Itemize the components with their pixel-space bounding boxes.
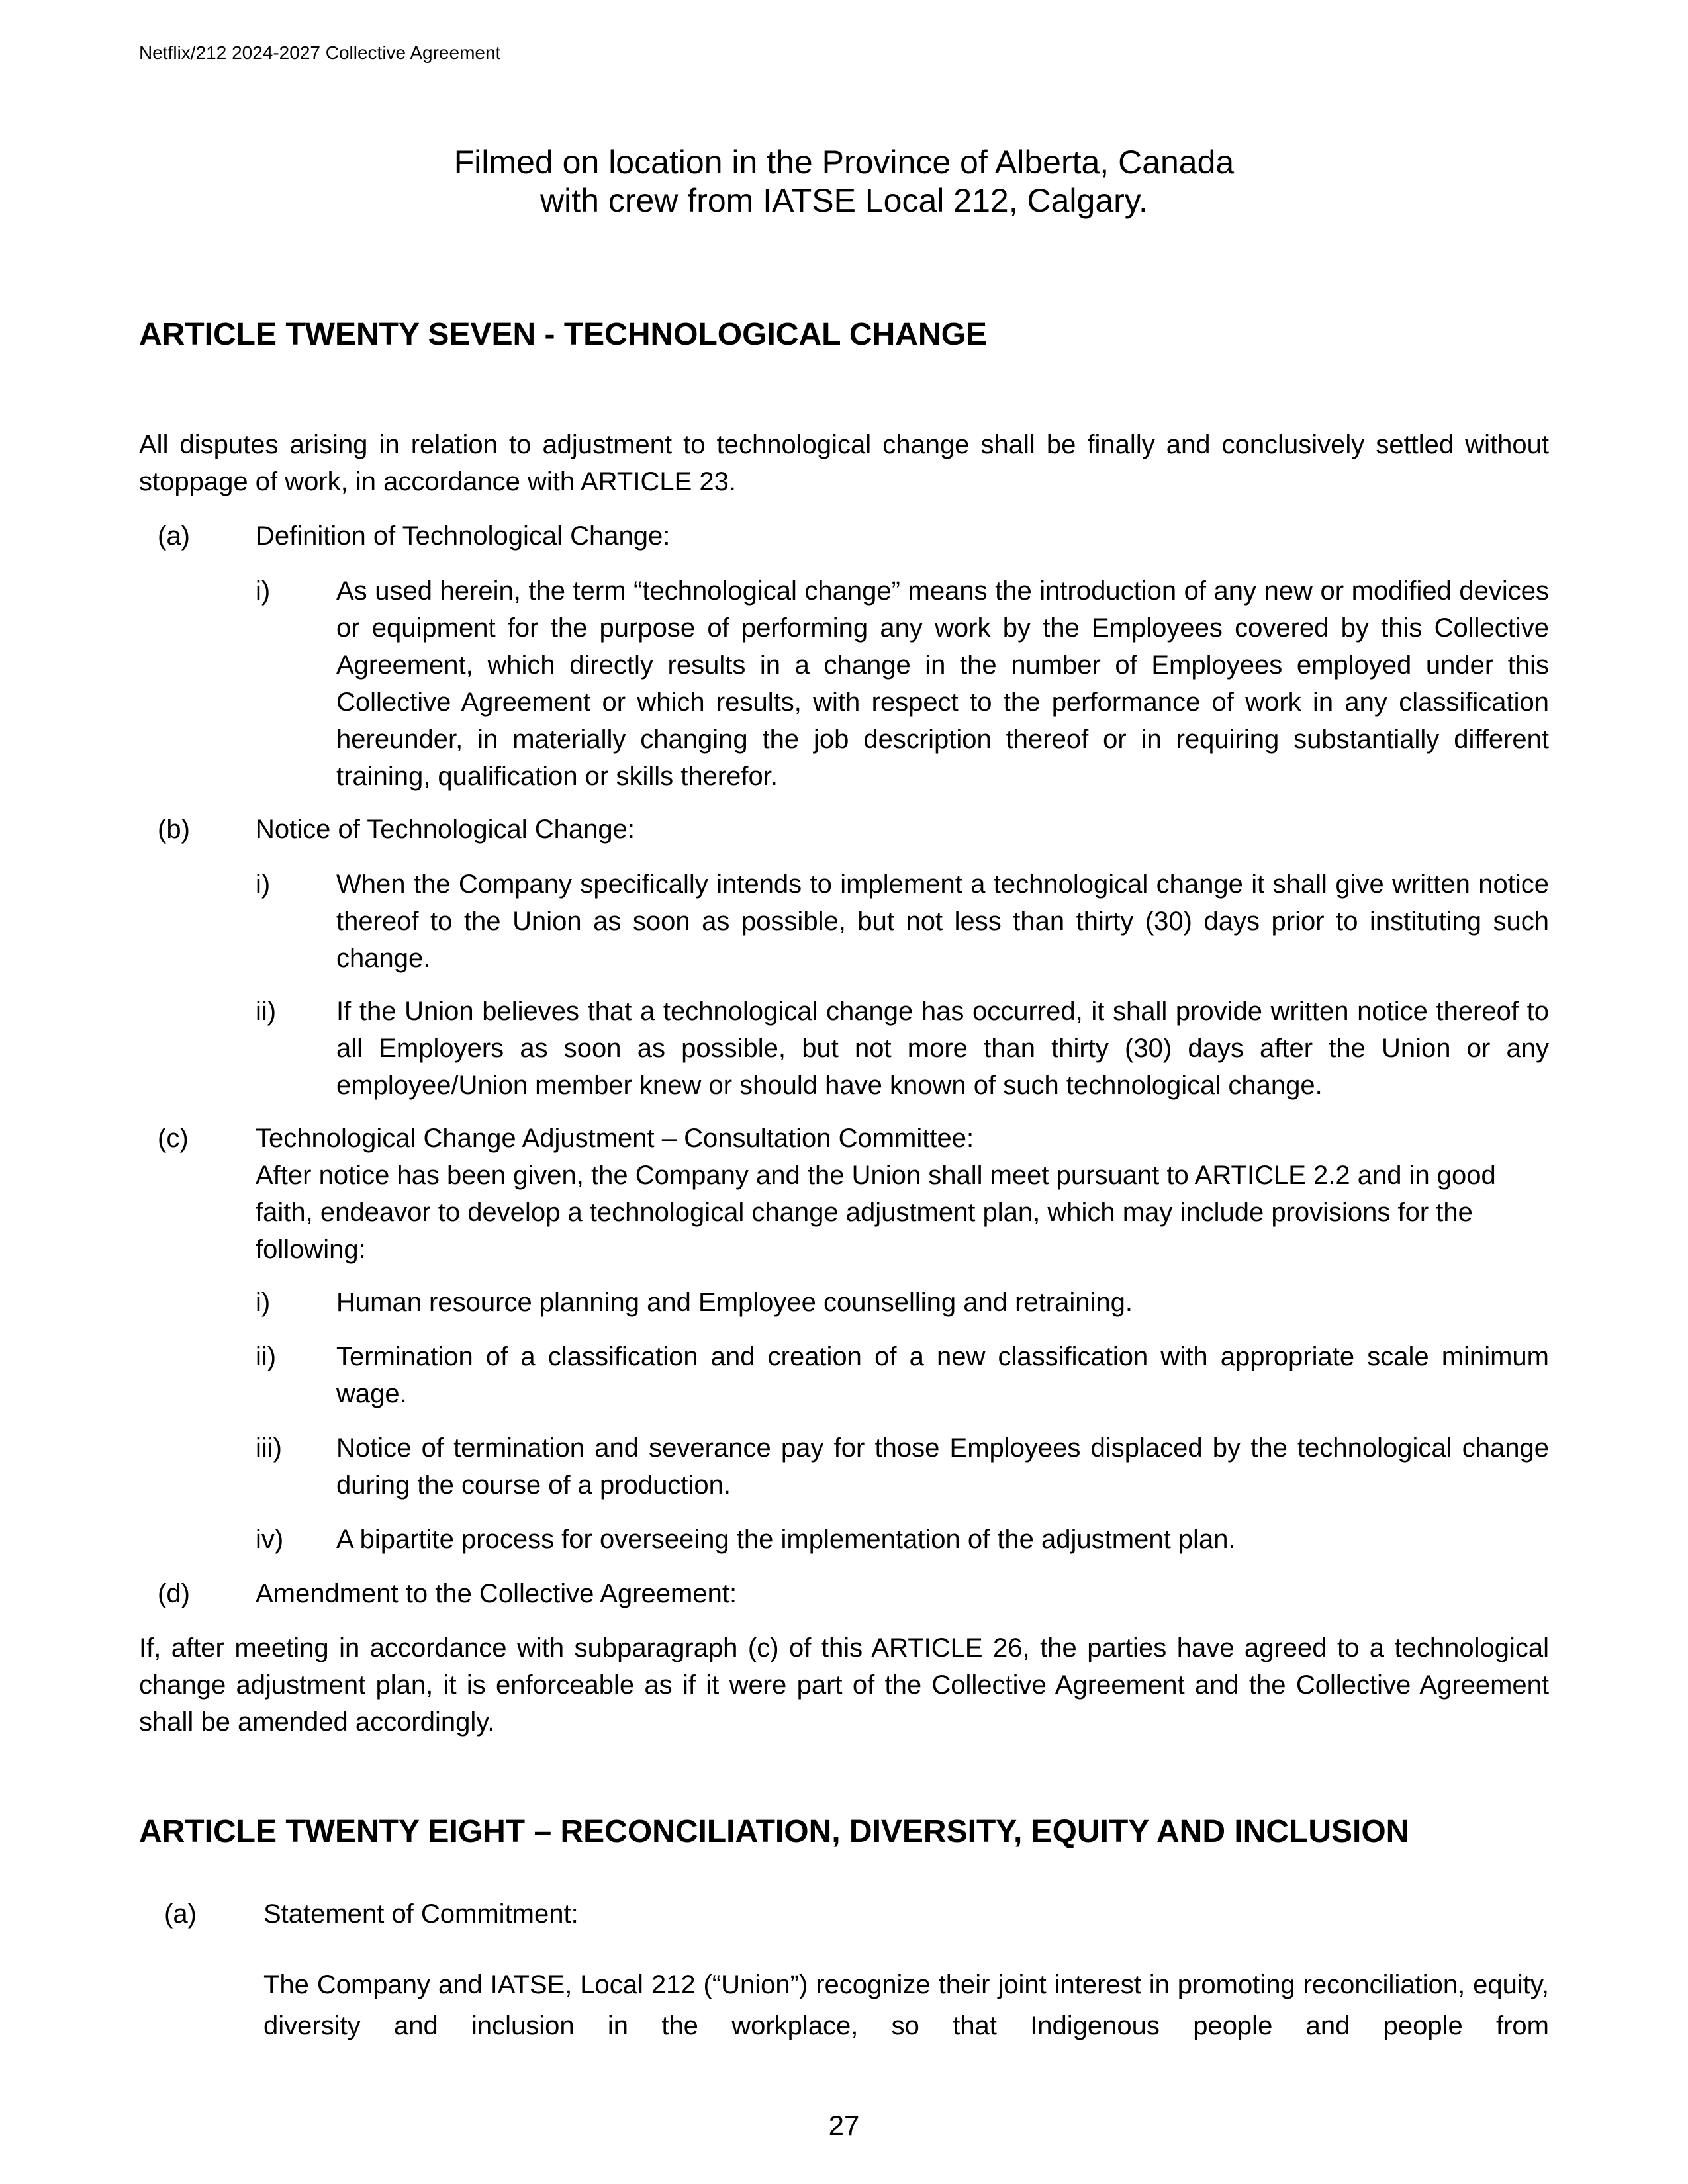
item-c-ii-text: Termination of a classification and creation of a new classification with appropriate scale minimum wage. (336, 1342, 1549, 1408)
item-a-i-text: As used herein, the term “technological change” means the introduction of any new or modified devices or equipment for the purpose of performing any work by the Employees covered by this Collective Agreement, which directly results in a change in the number of Employees employed under this Collective Agreement or which results, with respect to the performance of work in any classification hereunder, in materially changing the job description thereof or in requiring substantially different training, qualification or skills therefor. (336, 576, 1549, 791)
article-28-a-marker: (a) (164, 1899, 197, 1929)
article-28-heading: ARTICLE TWENTY EIGHT – RECONCILIATION, DIVERSITY, EQUITY AND INCLUSION (139, 1814, 1409, 1849)
section-c-marker: (c) (158, 1124, 189, 1153)
article-27-heading: ARTICLE TWENTY SEVEN - TECHNOLOGICAL CHANGE (139, 317, 987, 352)
location-line-1: Filmed on location in the Province of Alberta, Canada (453, 144, 1235, 181)
item-c-i-text: Human resource planning and Employee counselling and retraining. (336, 1288, 1133, 1317)
article-27-intro: All disputes arising in relation to adjustment to technological change shall be finally and conclusively settled without stoppage of work, in accordance with ARTICLE 23. (139, 430, 1549, 496)
article-27-closing: If, after meeting in accordance with subparagraph (c) of this ARTICLE 26, the parties have agreed to a technological change adjustment plan, it is enforceable as if it were part of the Collective Agreement and the Collective Agreement shall be amended accordingly. (139, 1633, 1549, 1737)
item-b-i-marker: i) (256, 870, 271, 899)
running-header: Netflix/212 2024-2027 Collective Agreement (139, 42, 501, 63)
item-c-iv-text: A bipartite process for overseeing the implementation of the adjustment plan. (336, 1525, 1236, 1554)
item-c-iii-marker: iii) (256, 1433, 282, 1463)
item-c-i-marker: i) (256, 1288, 271, 1317)
section-c-label: Technological Change Adjustment – Consultation Committee: (256, 1124, 974, 1153)
item-b-ii-marker: ii) (256, 997, 277, 1026)
item-b-ii-text: If the Union believes that a technological change has occurred, it shall provide written notice thereof to all Employers as soon as possible, but not more than thirty (30) days after the Union or any employee/Union member knew or should have known of such technological change. (336, 997, 1549, 1100)
item-c-iii-text: Notice of termination and severance pay for those Employees displaced by the technological change during the course of a production. (336, 1433, 1549, 1500)
location-note (0, 143, 1688, 220)
item-b-i-text: When the Company specifically intends to implement a technological change it shall give written notice thereof to the Union as soon as possible, but not less than thirty (30) days prior to instituting such change. (336, 870, 1549, 973)
section-a-label: Definition of Technological Change: (256, 522, 671, 551)
section-b-label: Notice of Technological Change: (256, 815, 635, 844)
item-c-iv-marker: iv) (256, 1525, 284, 1554)
location-line-2: with crew from IATSE Local 212, Calgary. (540, 182, 1148, 219)
section-c-text: After notice has been given, the Company and the Union shall meet pursuant to ARTICLE 2.2 and in good faith, endeavor to develop a technological change adjustment plan, which may include provisions for the following: (256, 1161, 1496, 1264)
section-b-marker: (b) (158, 815, 190, 844)
article-28-a-text: The Company and IATSE, Local 212 (“Union”) recognize their joint interest in promoting reconciliation, equity, diversity and inclusion in the workplace, so that Indigenous people and people from (263, 1970, 1549, 2040)
section-d-label: Amendment to the Collective Agreement: (256, 1579, 737, 1608)
article-28-a-label: Statement of Commitment: (263, 1899, 579, 1929)
section-a-marker: (a) (158, 522, 190, 551)
page-number: 27 (828, 2110, 860, 2141)
item-c-ii-marker: ii) (256, 1342, 277, 1371)
section-d-marker: (d) (158, 1579, 190, 1608)
item-a-i-marker: i) (256, 576, 271, 606)
